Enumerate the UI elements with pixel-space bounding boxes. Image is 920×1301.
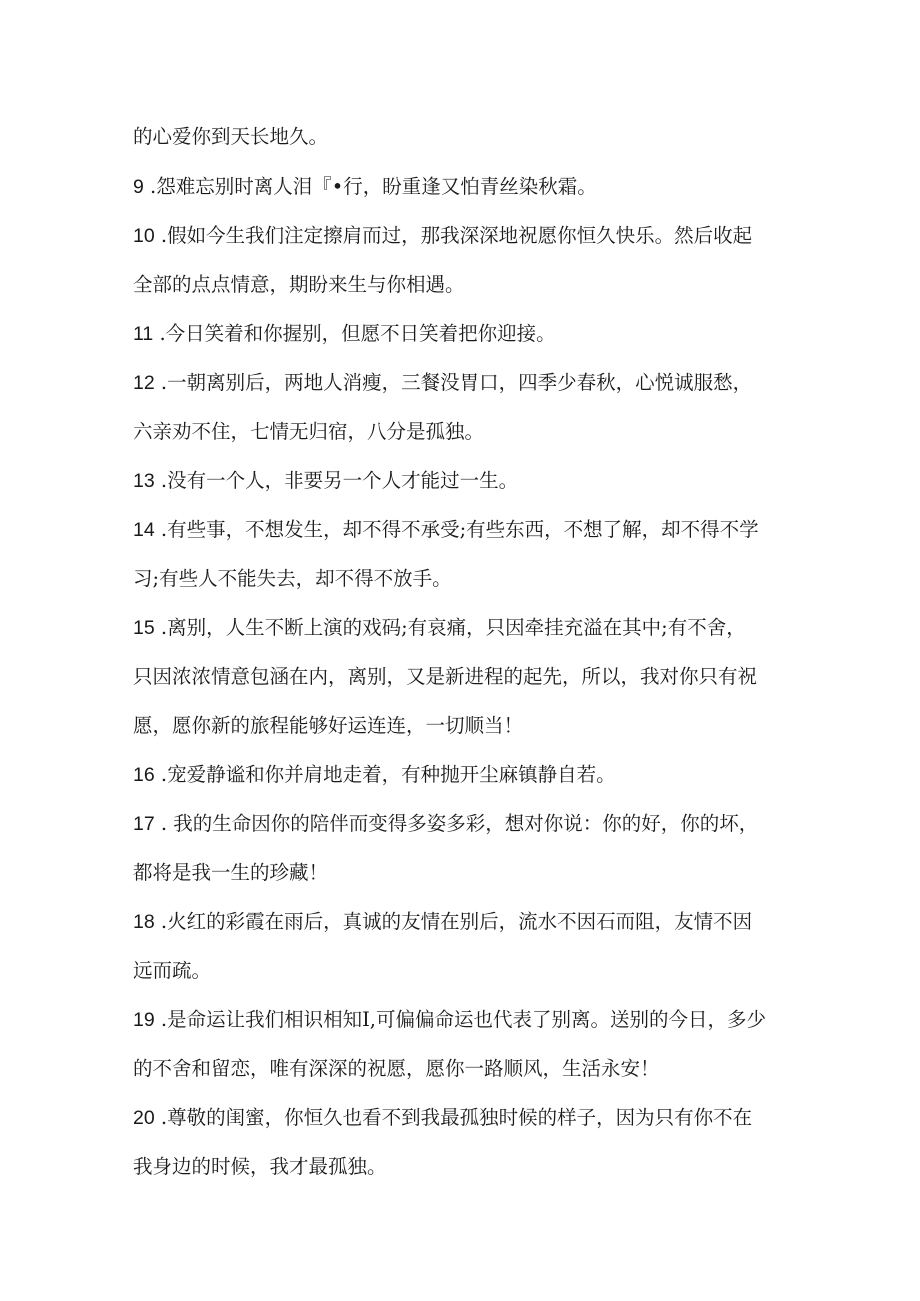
text-line: 六亲劝不住，七情无归宿，八分是孤独。: [133, 420, 485, 443]
item-text: . 我的生命因你的陪伴而变得多姿多彩，想对你说：你的好，你的坏，: [154, 812, 759, 835]
list-item-18: [133, 908, 752, 936]
list-item-15: [133, 614, 746, 642]
item-number: 14: [133, 519, 155, 541]
item-text: .尊敬的闺蜜，你恒久也看不到我最孤独时候的样子，因为只有你不在: [154, 1106, 753, 1129]
item-number: 16: [133, 764, 155, 786]
list-item-11: [133, 320, 556, 348]
item-number: 17: [133, 813, 155, 835]
list-item-19: [133, 1006, 766, 1034]
text-line: 全部的点点情意，期盼来生与你相遇。: [133, 273, 465, 296]
list-item-13: [133, 467, 518, 495]
item-number: 12: [133, 372, 155, 394]
list-item-16: [133, 761, 616, 789]
item-text: .怨难忘别时离人泪『•行，盼重逢又怕青丝染秋霜。: [143, 175, 597, 198]
item-number: 13: [133, 470, 155, 492]
item-number: 9: [133, 176, 144, 198]
item-text: .假如今生我们注定擦肩而过，那我深深地祝愿你恒久快乐。然后收起: [154, 224, 753, 247]
text-line: 习;有些人不能失去，却不得不放手。: [133, 567, 452, 590]
list-item-20: [133, 1104, 752, 1132]
text-line: 我身边的时候，我才最孤独。: [133, 1155, 387, 1178]
item-number: 19: [133, 1009, 155, 1031]
item-text: .今日笑着和你握别，但愿不日笑着把你迎接。: [153, 322, 556, 345]
text-line: 远而疏。: [133, 959, 212, 982]
text-line: 的心爱你到天长地久。: [133, 125, 329, 148]
list-item-10: [133, 222, 752, 250]
item-number: 15: [133, 617, 155, 639]
item-text: .离别，人生不断上演的戏码;有哀痛，只因牵挂充溢在其中;有不舍，: [154, 616, 746, 639]
text-line: 都将是我一生的珍藏！: [133, 861, 329, 884]
item-number: 11: [133, 323, 154, 345]
item-text: .火红的彩霞在雨后，真诚的友情在别后，流水不因石而阻，友情不因: [154, 910, 753, 933]
list-item-9: [133, 173, 597, 201]
text-line: 愿，愿你新的旅程能够好运连连，一切顺当！: [133, 714, 524, 737]
item-text: .一朝离别后，两地人消瘦，三餐没胃口，四季少春秋，心悦诚服愁，: [154, 371, 753, 394]
list-item-17: [133, 810, 758, 838]
list-item-12: [133, 369, 752, 397]
item-number: 20: [133, 1107, 155, 1129]
list-item-14: [133, 516, 759, 544]
item-text: .宠爱静谧和你并肩地走着，有种抛开尘麻镇静自若。: [154, 763, 616, 786]
item-text: .有些事，不想发生，却不得不承受;有些东西，不想了解，却不得不学: [154, 518, 759, 541]
item-text: .没有一个人，非要另一个人才能过一生。: [154, 469, 519, 492]
text-line: 只因浓浓情意包涵在内，离别，又是新进程的起先，所以，我对你只有祝: [133, 665, 758, 688]
item-text: .是命运让我们相识相知I,可偏偏命运也代表了别离。送别的今日，多少: [154, 1008, 767, 1031]
item-number: 18: [133, 911, 155, 933]
text-line: 的不舍和留恋，唯有深深的祝愿，愿你一路顺风，生活永安！: [133, 1057, 660, 1080]
item-number: 10: [133, 225, 155, 247]
